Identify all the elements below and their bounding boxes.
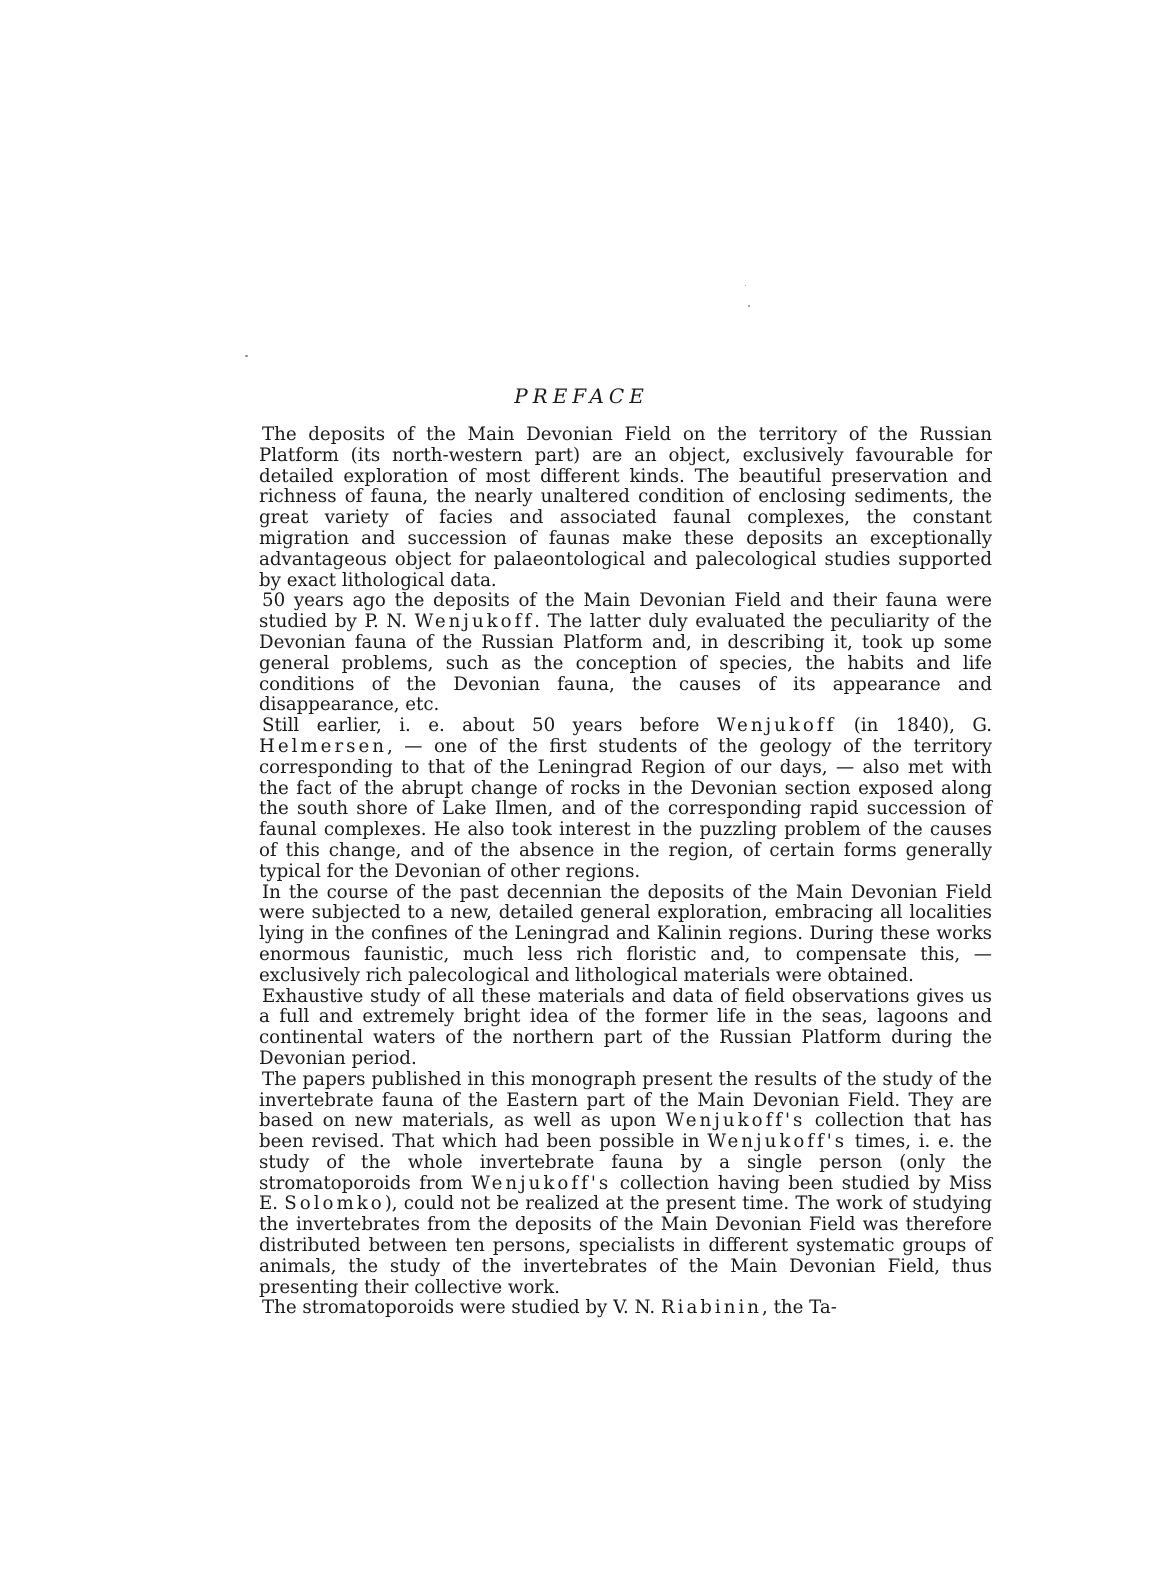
author-name: Riabinin: [660, 1297, 762, 1319]
text-run: Still earlier, i. e. about 50 years before: [262, 715, 717, 737]
text-run: The papers published in this monograph present the results of the study of the invertebrate fauna of the Eastern part of the Main Devonian Field. They are based on new materials, as well as upon: [259, 1068, 992, 1132]
text-run: , the Ta-: [762, 1297, 837, 1319]
paragraph: [259, 1298, 992, 1319]
text-run: collection that has been revised. That which had been possible in: [259, 1110, 993, 1153]
author-name: Helmersen: [259, 735, 387, 757]
text-run: . The latter duly evaluated the peculiarity of the Devonian fauna of the Russian Platform and, in describing it, took up some general problems, such as the conception of species, the habits and life conditions of the Devonian fauna, the causes of its appearance and disappearance, etc.: [259, 611, 992, 716]
author-name: Wenjukoff's: [471, 1172, 612, 1194]
text-run: , — one of the first students of the geology of the territory corresponding to that of the Leningrad Region of our days, — also met with the fact of the abrupt change of rocks in the Devonian section exposed along the south shore of Lake Ilmen, and of the corresponding rapid succession of faunal complexes. He also took interest in the puzzling problem of the causes of this change, and of the absence in the region, of certain forms generally typical for the Devonian of other regions.: [259, 735, 992, 882]
paragraph: [259, 716, 992, 882]
text-run: 50 years ago the deposits of the Main Devonian Field and their fauna were studied by P. N.: [259, 590, 992, 633]
paragraph: [259, 883, 992, 987]
page-title: PREFACE: [514, 384, 649, 408]
scan-speck: [745, 285, 746, 286]
author-name: Wenjukoff: [414, 611, 535, 633]
text-run: In the course of the past decennian the deposits of the Main Devonian Field were subjected to a new, detailed general exploration, embracing all localities lying in the confines of the Leningrad and Kalinin regions. During these works enormous faunistic, much less rich floristic and, to compensate this, — exclusively rich palecological and lithological materials were obtained.: [259, 881, 992, 986]
paragraph: [259, 1070, 992, 1299]
author-name: Wenjukoff's: [707, 1131, 848, 1153]
scan-speck: [245, 355, 248, 357]
paragraph: [259, 591, 992, 716]
text-run: The deposits of the Main Devonian Field on the territory of the Russian Platform (its north-western part) are an object, exclusively favourable for detailed exploration of most different kinds. The beautiful preservation and richness of fauna, the nearly unaltered condition of enclosing sediments, the great variety of facies and associated faunal complexes, the constant migration and succession of faunas make these deposits an exceptionally advantageous object for palaeontological and palecological studies supported by exact lithological data.: [259, 424, 992, 591]
paragraph: [259, 987, 992, 1070]
text-run: The stromatoporoids were studied by V. N.: [262, 1297, 661, 1319]
text-run: times, i. e. the study of the whole invertebrate fauna by a single person (only the stromatoporoids from: [259, 1131, 993, 1194]
text-run: (in 1840), G.: [836, 715, 992, 737]
author-name: Wenjukoff: [716, 715, 837, 737]
text-run: ), could not be realized at the present time. The work of studying the invertebrates from the deposits of the Main Devonian Field was therefore distributed between ten persons, specialists in different systematic groups of animals, the study of the invertebrates of the Main Devonian Field, thus presenting their collective work.: [259, 1193, 992, 1298]
scan-speck: [748, 305, 750, 307]
author-name: Wenjukoff's: [665, 1110, 806, 1132]
body-text: [259, 425, 992, 1319]
text-run: Exhaustive study of all these materials and data of field observations gives us a full and extremely bright idea of the former life in the seas, lagoons and continental waters of the northern part of the Russian Platform during the Devonian period.: [259, 985, 992, 1069]
author-name: Solomko: [284, 1193, 385, 1215]
text-run: collection having been studied by Miss E.: [259, 1172, 992, 1215]
paragraph: [259, 425, 992, 591]
